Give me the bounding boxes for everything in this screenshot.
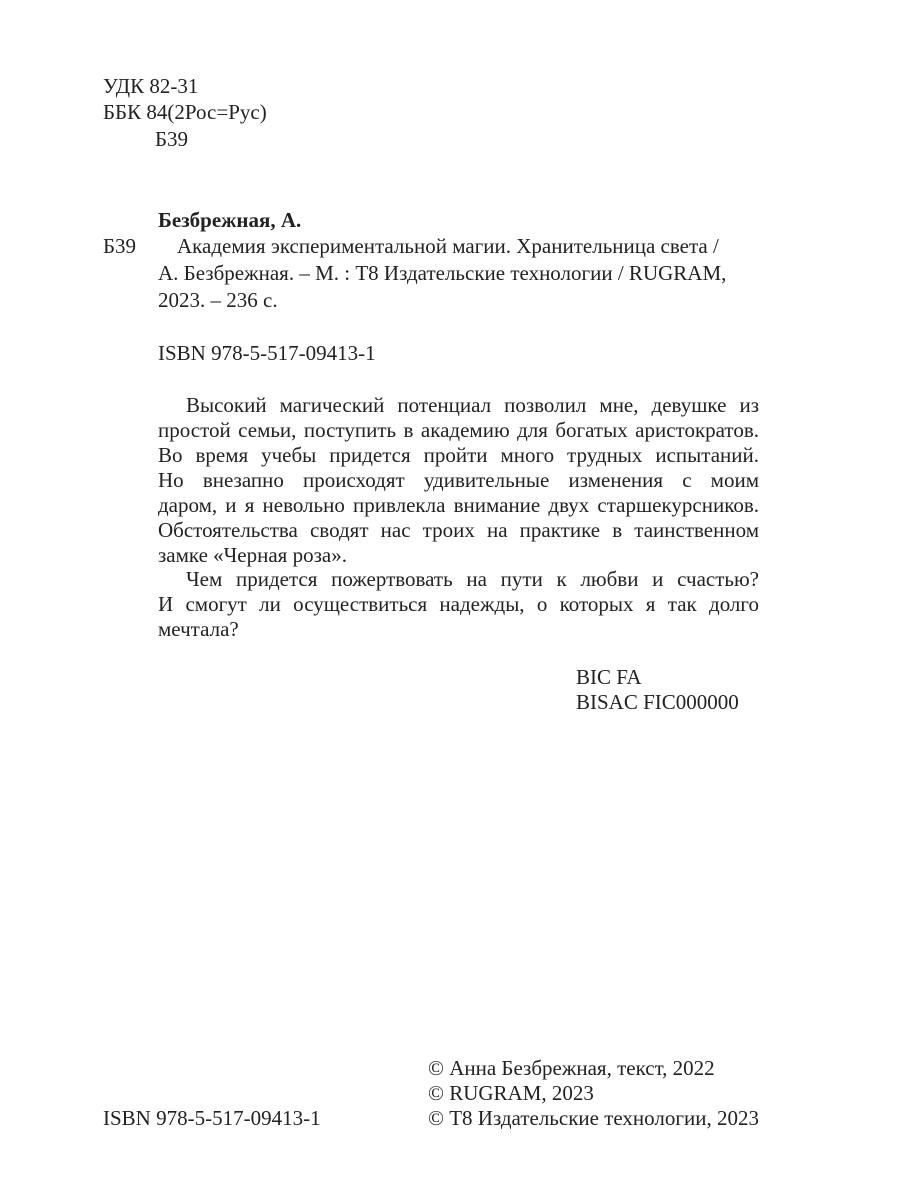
- annotation-line: Чем придется пожертвовать на пути к любви и счастью?: [186, 567, 759, 591]
- author-heading: Безбрежная, А.: [158, 208, 302, 232]
- annotation-line: Но внезапно происходят удивительные изменения с моим: [158, 468, 759, 492]
- annotation-line: мечтала?: [158, 617, 239, 641]
- catalog-title-line: А. Безбрежная. – М. : Т8 Издательские технологии / RUGRAM,: [158, 261, 727, 285]
- annotation-line: И смогут ли осуществиться надежды, о которых я так долго: [158, 592, 759, 616]
- bic-code: BIC FA: [576, 665, 642, 689]
- bbk-code: ББК 84(2Рос=Рус): [103, 100, 267, 124]
- footer-isbn: ISBN 978-5-517-09413-1: [103, 1106, 321, 1130]
- bisac-code: BISAC FIC000000: [576, 690, 739, 714]
- catalog-title-line: Академия экспериментальной магии. Хранительница света /: [177, 234, 719, 258]
- catalog-mark: Б39: [103, 234, 137, 258]
- annotation-line: простой семьи, поступить в академию для богатых аристократов.: [158, 418, 759, 442]
- isbn-number: ISBN 978-5-517-09413-1: [158, 341, 376, 365]
- annotation-line: Обстоятельства сводят нас троих на практике в таинственном: [158, 518, 759, 542]
- catalog-title-line: 2023. – 236 с.: [158, 288, 278, 312]
- annotation-line: замке «Черная роза».: [158, 543, 347, 567]
- author-mark-code: Б39: [155, 127, 189, 151]
- annotation-line: Высокий магический потенциал позволил мне, девушке из: [186, 393, 759, 417]
- annotation-line: Во время учебы придется пройти много трудных испытаний.: [158, 443, 759, 467]
- annotation-line: даром, и я невольно привлекла внимание двух старшекурсников.: [158, 493, 759, 517]
- copyright-line: © RUGRAM, 2023: [428, 1081, 594, 1105]
- copyright-line: © Анна Безбрежная, текст, 2022: [428, 1056, 715, 1080]
- copyright-line: © Т8 Издательские технологии, 2023: [428, 1106, 759, 1130]
- udk-code: УДК 82-31: [103, 74, 199, 98]
